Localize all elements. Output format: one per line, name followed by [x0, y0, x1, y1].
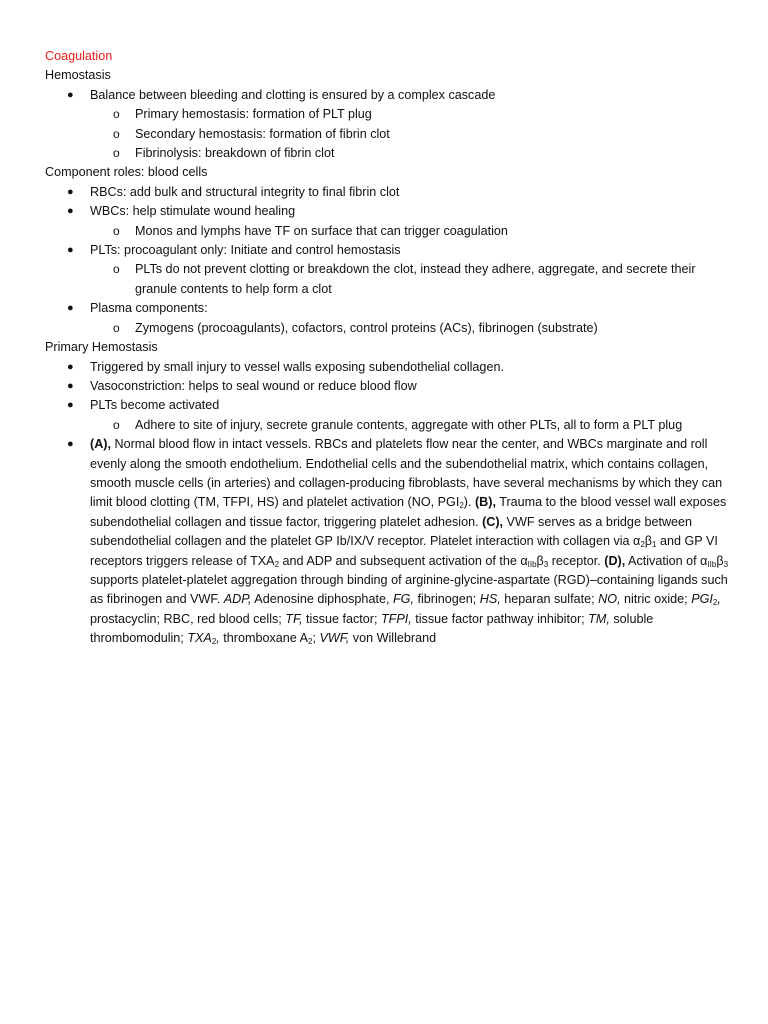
caption-text: (A), Normal blood flow in intact vessels. RBCs and platelets flow near the center, and WBCs marginate and roll evenly along the smooth endothelium. Endothelial cells and the subendothelial matrix, which contains collagen, smooth muscle cells (in arteries) and collagen-producing fibroblasts, have several mechanisms by which they can limit blood clotting (TM, TFPI, HS) and platelet activation (NO, $PGI_2$). (B), Trauma to the blood vessel wall exposes subendothelial collagen and tissue factor, triggering platelet adhesion. (C), VWF serves as a bridge between subendothelial collagen and the platelet GP Ib/IX/V receptor. Platelet interaction with collagen via $\alpha_2\beta_1$ and GP VI receptors triggers release of $TXA_2$ and ADP and subsequent activation of the $\alpha_{IIb}\beta_3$ receptor. (D), Activation of $\alpha_{IIb}\beta_3$ supports platelet-platelet aggregation through binding of arginine-glycine-aspartate (RGD)–containing ligands such as fibrinogen and VWF. ADP, Adenosine diphosphate, FG, fibrinogen; HS, heparan sulfate; NO, nitric oxide; $PGI_2$, prostacyclin; RBC, red blood cells; TF, tissue factor; TFPI, tissue factor pathway inhibitor; TM, soluble thrombomodulin; $TXA_2$, thromboxane $A_2$; VWF, von Willebrand: [90, 437, 729, 647]
bullet-disc-icon: ●: [67, 360, 74, 373]
list-item: o Zymogens (procoagulants), cofactors, control proteins (ACs), fibrinogen (substrate): [45, 319, 735, 338]
bullet-disc-icon: ●: [67, 244, 74, 257]
list-item: o Adhere to site of injury, secrete granule contents, aggregate with other PLTs, all to form a PLT plug: [45, 416, 735, 435]
list-item: o PLTs do not prevent clotting or breakdown the clot, instead they adhere, aggregate, and secrete their granule contents to help form a clot: [113, 262, 696, 296]
bullet-circle-icon: o: [113, 223, 120, 238]
document-title: Coagulation: [45, 49, 113, 63]
heading-component-roles: Component roles: blood cells: [45, 165, 208, 180]
heading-hemostasis: Hemostasis: [45, 68, 111, 83]
bullet-circle-icon: o: [113, 146, 120, 161]
list-item: ● Triggered by small injury to vessel walls exposing subendothelial collagen.: [45, 358, 735, 377]
bullet-circle-icon: o: [113, 107, 120, 122]
document-page: [45, 47, 735, 649]
bullet-circle-icon: o: [113, 417, 120, 432]
heading-primary-hemostasis: Primary Hemostasis: [45, 340, 158, 355]
bullet-disc-icon: ●: [67, 399, 74, 412]
bullet-circle-icon: o: [113, 320, 120, 335]
list-item: ● WBCs: help stimulate wound healing: [45, 202, 735, 221]
list-item: ● PLTs become activated: [45, 396, 735, 415]
list-item: ● Balance between bleeding and clotting is ensured by a complex cascade: [45, 86, 735, 105]
bullet-circle-icon: o: [113, 262, 120, 277]
list-item: o Monos and lymphs have TF on surface that can trigger coagulation: [45, 222, 735, 241]
bullet-disc-icon: ●: [67, 185, 74, 198]
figure-caption-paragraph: [45, 435, 735, 648]
list-item: ● RBCs: add bulk and structural integrity to final fibrin clot: [45, 183, 735, 202]
bullet-disc-icon: ●: [67, 88, 74, 101]
bullet-disc-icon: ●: [67, 302, 74, 315]
bullet-circle-icon: o: [113, 126, 120, 141]
bullet-disc-icon: ●: [67, 438, 74, 451]
bullet-disc-icon: ●: [67, 379, 74, 392]
list-item: ● Plasma components:: [45, 299, 735, 318]
list-item: o Secondary hemostasis: formation of fibrin clot: [45, 125, 735, 144]
list-item: ● PLTs: procoagulant only: Initiate and control hemostasis: [45, 241, 735, 260]
bullet-disc-icon: ●: [67, 205, 74, 218]
list-item: o Fibrinolysis: breakdown of fibrin clot: [45, 144, 735, 163]
list-item: ● Vasoconstriction: helps to seal wound or reduce blood flow: [45, 377, 735, 396]
list-item: o Primary hemostasis: formation of PLT plug: [45, 105, 735, 124]
